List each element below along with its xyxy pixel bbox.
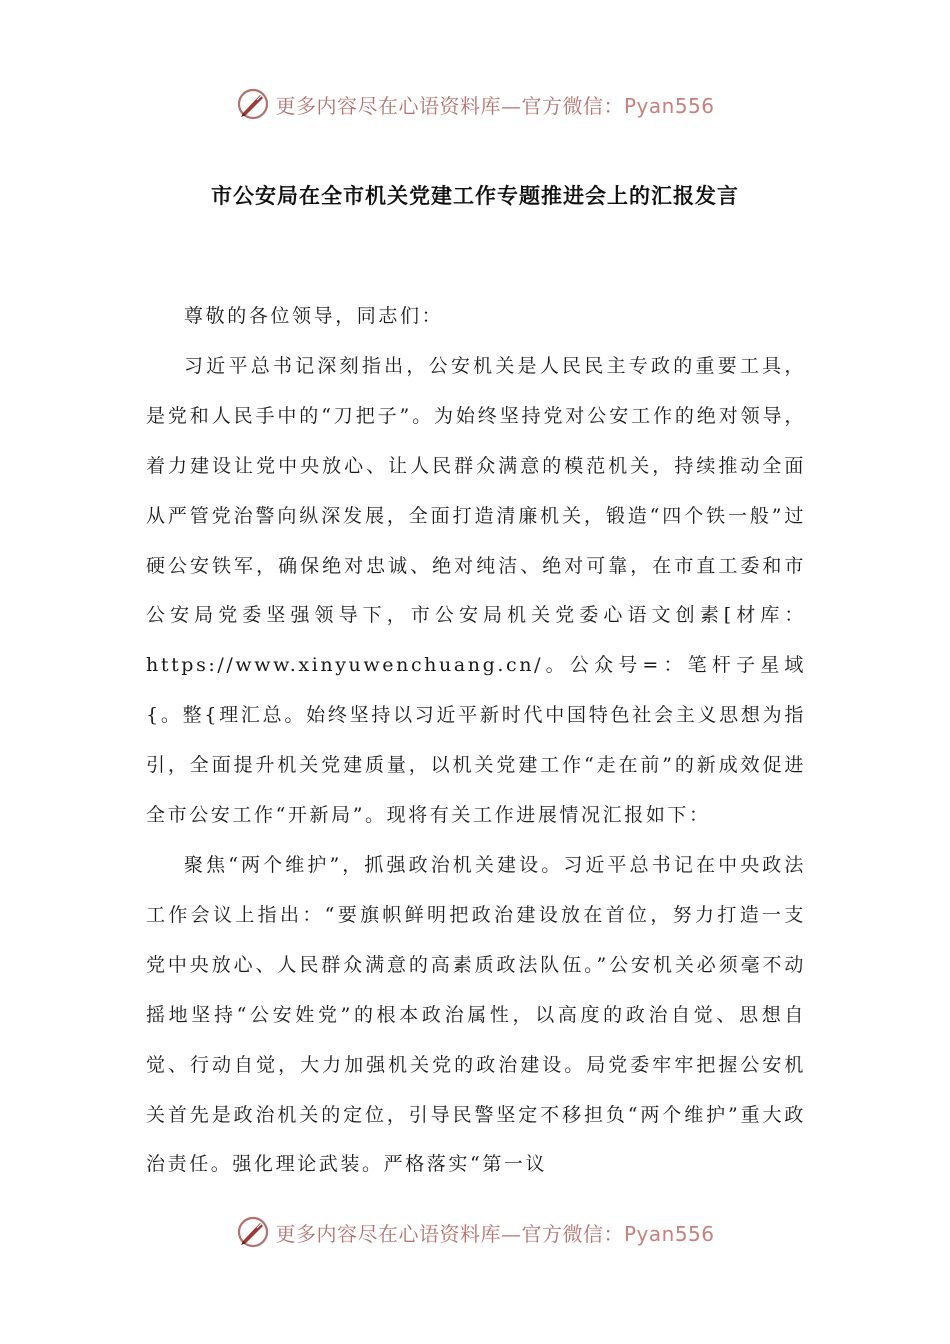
document-body <box>146 292 806 1190</box>
watermark-wechat-id: Pyan556 <box>623 1221 715 1246</box>
salutation-paragraph: 尊敬的各位领导，同志们： <box>184 305 444 327</box>
pen-logo-icon <box>235 1214 271 1250</box>
watermark-text <box>275 1218 714 1247</box>
watermark-header <box>0 84 950 124</box>
watermark-prefix: 更多内容尽在心语资料库—官方微信： <box>275 1221 624 1246</box>
watermark-prefix: 更多内容尽在心语资料库—官方微信： <box>275 93 624 118</box>
watermark-wechat-id: Pyan556 <box>623 93 715 118</box>
intro-paragraph: 习近平总书记深刻指出，公安机关是人民民主专政的重要工具，是党和人民手中的“刀把子”。为始终坚持党对公安工作的绝对领导，着力建设让党中央放心、让人民群众满意的模范机关，持续推动全面从严管党治警向纵深发展，全面打造清廉机关，锻造“四个铁一般”过硬公安铁军，确保绝对忠诚、绝对纯洁、绝对可靠，在市直工委和市公安局党委坚强领导下，市公安局机关党委心语文创素[材库：https://www.xinyuwenchuang.cn/。公众号=：笔杆子星域{。整{理汇总。始终坚持以习近平新时代中国特色社会主义思想为指引，全面提升机关党建质量，以机关党建工作“走在前”的新成效促进全市公安工作“开新局”。现将有关工作进展情况汇报如下： <box>146 354 806 827</box>
pen-logo-icon <box>235 86 271 122</box>
section-paragraph: 聚焦“两个维护”，抓强政治机关建设。习近平总书记在中央政法工作会议上指出：“要旗帜鲜明把政治建设放在首位，努力打造一支党中央放心、人民群众满意的高素质政法队伍。”公安机关必须毫不动摇地坚持“公安姓党”的根本政治属性，以高度的政治自觉、思想自觉、行动自觉，大力加强机关党的政治建设。局党委牢牢把握公安机关首先是政治机关的定位，引导民警坚定不移担负“两个维护”重大政治责任。强化理论武装。严格落实“第一议 <box>146 853 806 1176</box>
watermark-text <box>275 90 714 119</box>
document-title: 市公安局在全市机关党建工作专题推进会上的汇报发言 <box>211 184 739 208</box>
watermark-footer <box>0 1212 950 1252</box>
